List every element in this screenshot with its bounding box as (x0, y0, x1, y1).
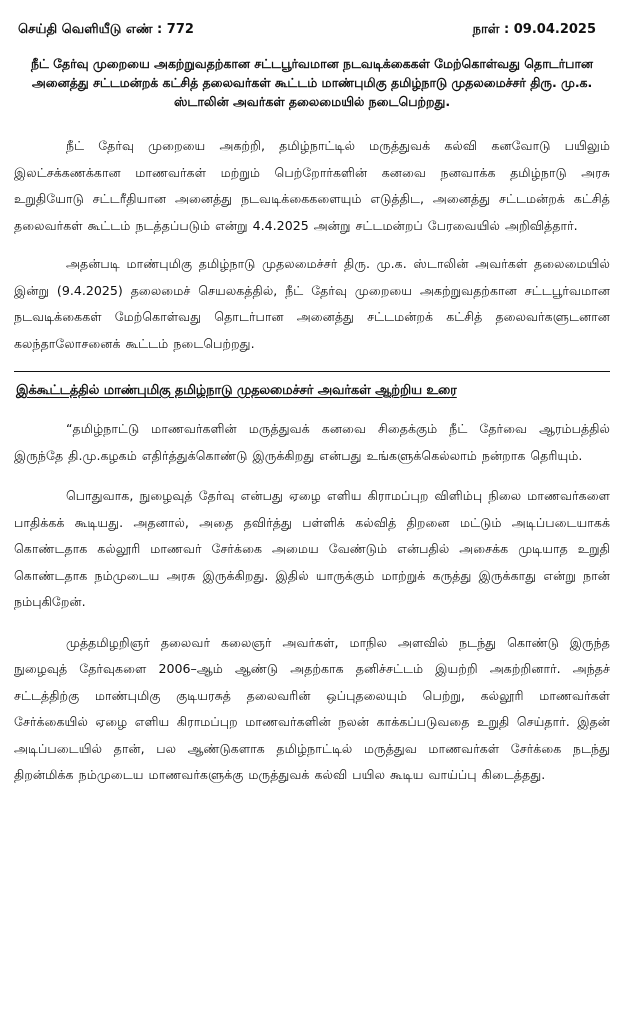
paragraph-entrance-exam: பொதுவாக, நுழைவுத் தேர்வு என்பது ஏழை எளிய கிராமப்புற விளிம்பு நிலை மாணவர்களை பாதிக்கக் கூடியது. அதனால், அதை தவிர்த்து பள்ளிக் கல்வித் திறனை மட்டும் அடிப்படையாகக் கொண்டதாக கல்லூரி மாணவர் சேர்க்கை அமைய வேண்டும் என்பதில் அசைக்க முடியாத உறுதி கொண்டதாக நம்முடைய அரசு இருக்கிறது. இதில் யாருக்கும் மாற்றுக் கருத்து இருக்காது என்று நான் நம்புகிறேன். (14, 488, 610, 609)
paragraph-announcement: நீட் தேர்வு முறையை அகற்றி, தமிழ்நாட்டில் மருத்துவக் கல்வி கனவோடு பயிலும் இலட்சக்கணக்கான மாணவர்கள் மற்றும் பெற்றோர்களின் கனவை நனவாக்க தமிழ்நாடு அரசு உறுதியோடு சட்டரீதியான அனைத்து நடவடிக்கைகளையும் எடுத்திட, அனைத்து சட்டமன்றக் கட்சித் தலைவர்கள் கூட்டம் நடத்தப்படும் என்று 4.4.2025 அன்று சட்டமன்றப் பேரவையில் அறிவித்தார். (14, 138, 610, 233)
paragraph-history: முத்தமிழறிஞர் தலைவர் கலைஞர் அவர்கள், மாநில அளவில் நடந்து கொண்டு இருந்த நுழைவுத் தேர்வுகளை 2006–ஆம் ஆண்டு அதற்காக தனிச்சட்டம் இயற்றி அகற்றினார். அந்தச் சட்டத்திற்கு மாண்புமிகு குடியரசுத் தலைவரின் ஒப்புதலையும் பெற்று, கல்லூரி மாணவர்கள் சேர்க்கையில் ஏழை எளிய கிராமப்புற மாணவர்களின் நலன் காக்கப்படுவதை உறுதி செய்தார். இதன் அடிப்படையில் தான், பல ஆண்டுகளாக தமிழ்நாட்டில் மருத்துவ மாணவர்கள் சேர்க்கை நடந்து திறன்மிக்க நம்முடைய மாணவர்களுக்கு மருத்துவக் கல்வி பயில கூடிய வாய்ப்பு கிடைத்தது. (14, 634, 610, 782)
headline: நீட் தேர்வு முறையை அகற்றுவதற்கான சட்டபூர்வமான நடவடிக்கைகள் மேற்கொள்வது தொடர்பான அனைத்து சட்டமன்றக் கட்சித் தலைவர்கள் கூட்டம் மாண்புமிகு தமிழ்நாடு முதலமைச்சர் திரு. மு.க. ஸ்டாலின் அவர்கள் தலைமையில் நடைபெற்றது. (30, 56, 594, 109)
paragraph-meeting: அதன்படி மாண்புமிகு தமிழ்நாடு முதலமைச்சர் திரு. மு.க. ஸ்டாலின் அவர்கள் தலைமையில் இன்று (9.4.2025) தலைமைச் செயலகத்தில், நீட் தேர்வு முறையை அகற்றுவதற்கான சட்டபூர்வமான நடவடிக்கைகள் மேற்கொள்வது தொடர்பான அனைத்து சட்டமன்றக் கட்சித் தலைவர்களுடனான கலந்தாலோசனைக் கூட்டம் நடைபெற்றது. (14, 256, 610, 351)
release-date: நாள் : 09.04.2025 (472, 22, 596, 37)
release-number: செய்தி வெளியீடு எண் : 772 (18, 22, 194, 37)
speech-subheading: இக்கூட்டத்தில் மாண்புமிகு தமிழ்நாடு முதலமைச்சர் அவர்கள் ஆற்றிய உரை (16, 383, 457, 398)
paragraph-speech-opening: “தமிழ்நாட்டு மாணவர்களின் மருத்துவக் கனவை சிதைக்கும் நீட் தேர்வை ஆரம்பத்தில் இருந்தே தி.மு.கழகம் எதிர்த்துக்கொண்டு இருக்கிறது என்பது உங்களுக்கெல்லாம் நன்றாக தெரியும். (14, 421, 610, 463)
section-divider (14, 371, 610, 372)
release-header (14, 22, 610, 38)
